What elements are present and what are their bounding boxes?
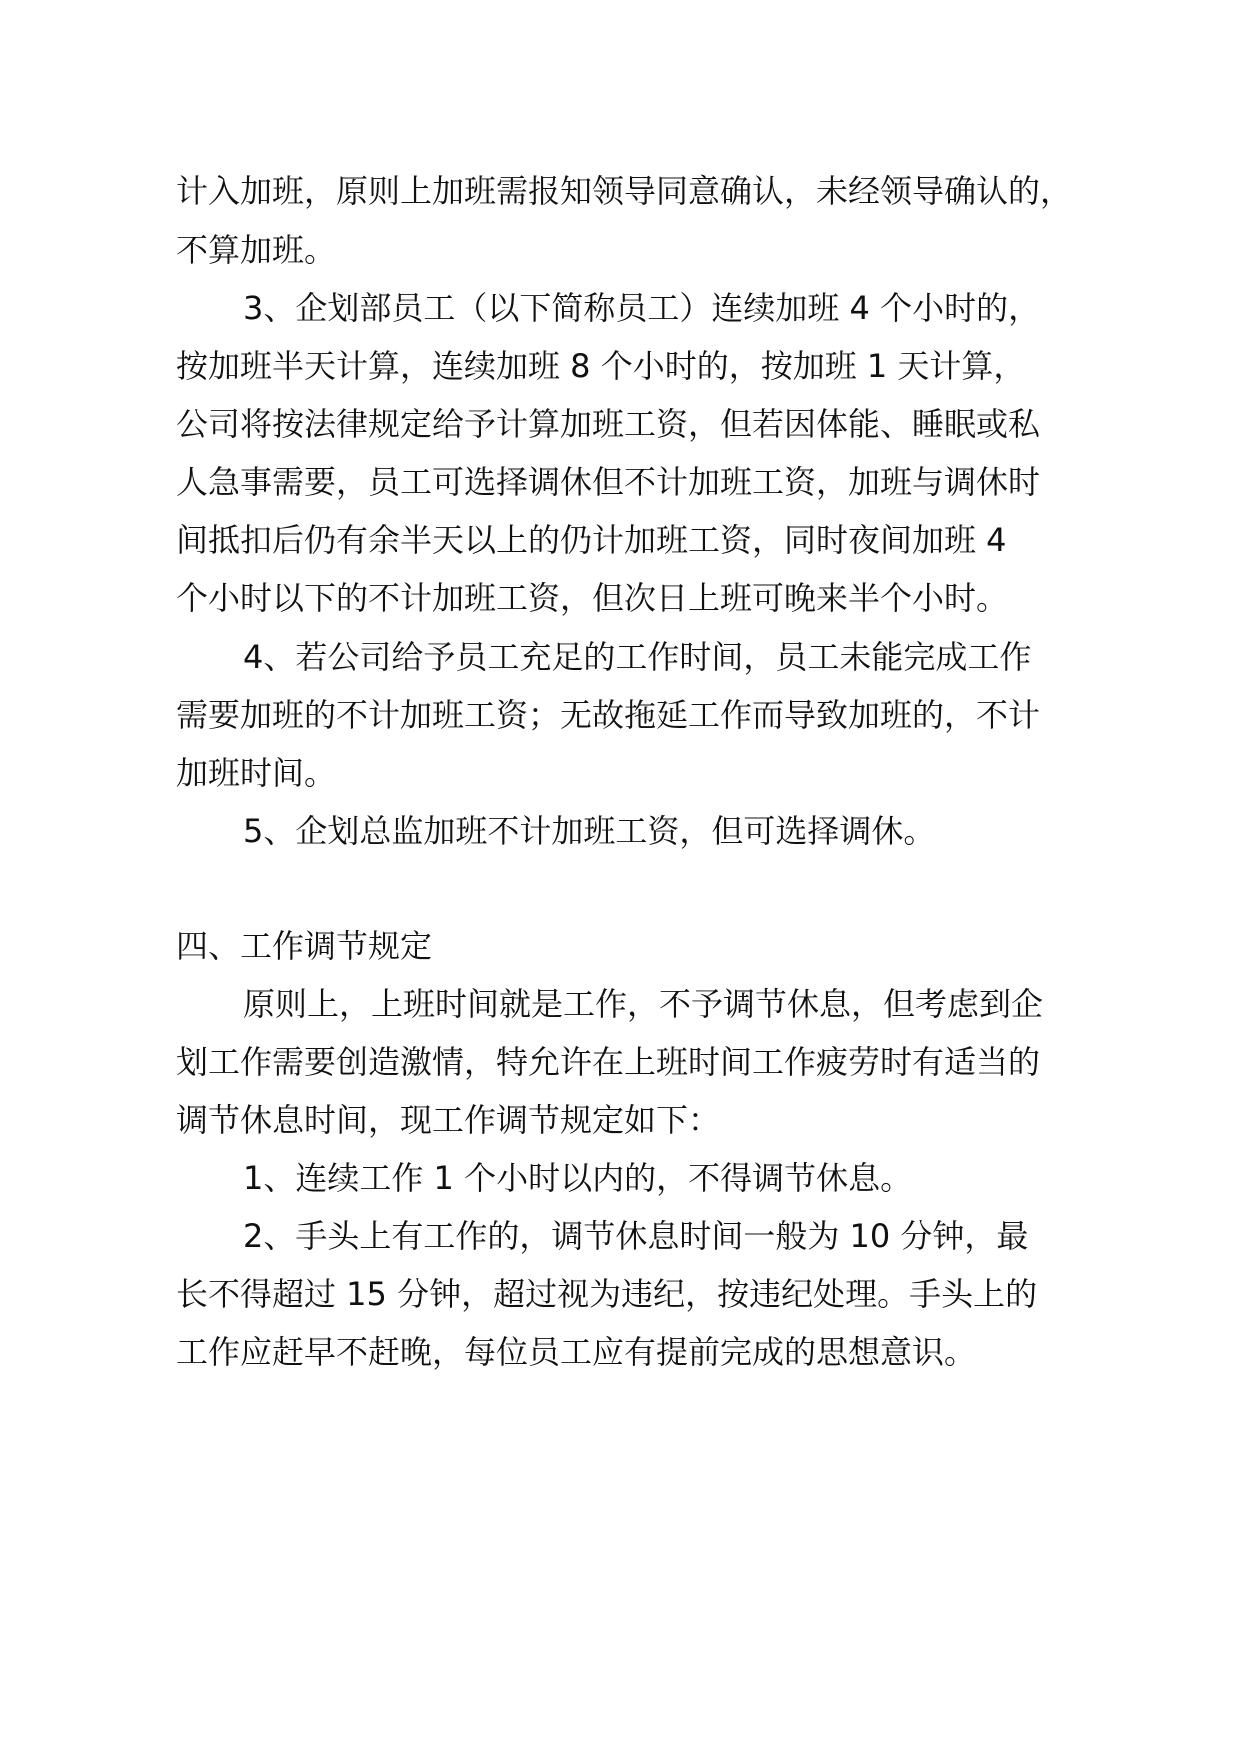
text-line: 工作应赶早不赶晚，每位员工应有提前完成的思想意识。 xyxy=(176,1333,977,1371)
text-line: 公司将按法律规定给予计算加班工资，但若因体能、睡眠或私 xyxy=(176,405,1041,443)
text-line: 5、企划总监加班不计加班工资，但可选择调休。 xyxy=(243,812,936,850)
text-line: 按加班半天计算，连续加班 8 个小时的，按加班 1 天计算， xyxy=(176,347,1026,385)
text-line: 不算加班。 xyxy=(176,231,337,269)
text-line: 加班时间。 xyxy=(176,754,337,792)
section-heading: 四、工作调节规定 xyxy=(176,927,433,965)
text-line: 计入加班，原则上加班需报知领导同意确认，未经领导确认的， xyxy=(176,172,1073,210)
text-line: 1、连续工作 1 个小时以内的，不得调节休息。 xyxy=(243,1159,913,1197)
text-line: 2、手头上有工作的，调节休息时间一般为 10 分钟，最 xyxy=(243,1217,1029,1255)
text-line: 人急事需要，员工可选择调休但不计加班工资，加班与调休时 xyxy=(176,463,1041,501)
text-line: 4、若公司给予员工充足的工作时间，员工未能完成工作 xyxy=(243,638,1032,676)
text-line: 长不得超过 15 分钟，超过视为违纪，按违纪处理。手头上的 xyxy=(176,1275,1038,1313)
text-line: 调节休息时间，现工作调节规定如下： xyxy=(176,1101,721,1139)
text-line: 间抵扣后仍有余半天以上的仍计加班工资，同时夜间加班 4 xyxy=(176,521,1007,559)
text-line: 3、企划部员工（以下简称员工）连续加班 4 个小时的， xyxy=(243,289,1041,327)
text-line: 划工作需要创造激情，特允许在上班时间工作疲劳时有适当的 xyxy=(176,1043,1041,1081)
text-line: 个小时以下的不计加班工资，但次日上班可晚来半个小时。 xyxy=(176,579,1009,617)
text-line: 原则上，上班时间就是工作，不予调节休息，但考虑到企 xyxy=(243,985,1044,1023)
text-line: 需要加班的不计加班工资；无故拖延工作而导致加班的，不计 xyxy=(176,696,1041,734)
